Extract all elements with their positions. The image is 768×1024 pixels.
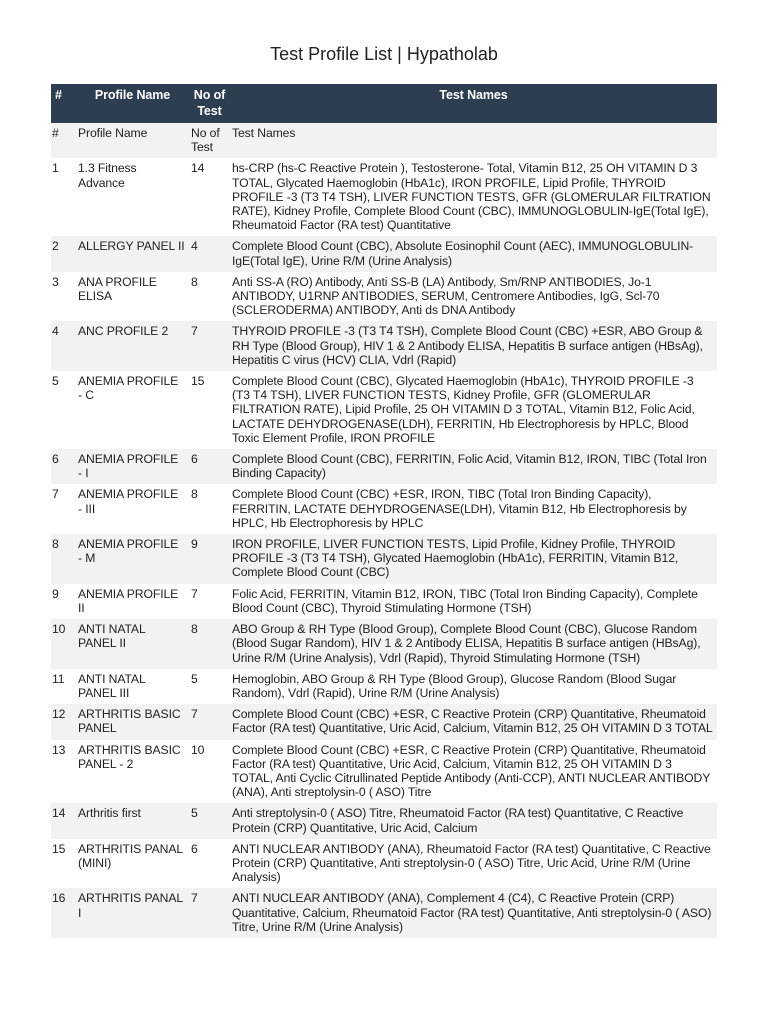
row-profile-name: ANEMIA PROFILE - I	[78, 452, 179, 481]
table-row	[51, 158, 717, 236]
row-profile-name: ANA PROFILE ELISA	[78, 274, 157, 304]
row-test-count: 4	[191, 239, 198, 254]
table-row	[51, 669, 717, 704]
row-num: 10	[52, 622, 66, 637]
row-test-count: 14	[191, 161, 205, 176]
row-profile-name: ARTHRITIS BASIC PANEL - 2	[78, 742, 181, 771]
table-row	[51, 449, 717, 484]
row-profile-name: ARTHRITIS PANAL I	[78, 891, 183, 920]
row-num: 15	[52, 841, 66, 856]
row-profile-name: ANEMIA PROFILE - III	[78, 487, 179, 516]
page-title: Test Profile List | Hypatholab	[270, 44, 498, 64]
row-test-count: 7	[191, 324, 198, 339]
row-test-names: Folic Acid, FERRITIN, Vitamin B12, IRON, TIBC (Total Iron Binding Capacity), Complete Blood Count (CBC), Thyroid Stimulating Hormone (TSH)	[232, 586, 698, 615]
row-num: 6	[52, 452, 59, 467]
row-test-count: 7	[191, 891, 198, 906]
row-test-count: 5	[191, 671, 198, 686]
row-test-names: Complete Blood Count (CBC) +ESR, C Reactive Protein (CRP) Quantitative, Rheumatoid Factor (RA test) Quantitative, Uric Acid, Calcium, Vitamin B12, 25 OH VITAMIN D 3 TOTAL, Anti Cyclic Citrullinated Peptide Antibody (Anti-CCP), ANTI NUCLEAR ANTIBODY (ANA), Anti streptolysin-0 ( ASO) Titre	[232, 742, 711, 800]
row-num: 1	[52, 161, 59, 176]
table-row	[51, 839, 717, 889]
row-num: 2	[52, 239, 59, 254]
table-row	[51, 888, 717, 938]
row-test-count: 9	[191, 537, 198, 552]
table-row	[51, 619, 717, 669]
table-row	[51, 371, 717, 449]
subheader-profile-name: Profile Name	[78, 126, 148, 140]
row-num: 14	[52, 806, 66, 821]
row-test-count: 8	[191, 274, 198, 289]
row-test-count: 10	[191, 742, 205, 757]
row-test-names: Complete Blood Count (CBC), Glycated Haemoglobin (HbA1c), THYROID PROFILE -3 (T3 T4 TSH), LIVER FUNCTION TESTS, Kidney Profile, GFR (GLOMERULAR FILTRATION RATE), Lipid Profile, 25 OH VITAMIN D 3 TOTAL, Vitamin B12, Folic Acid, LACTATE DEHYDROGENASE(LDH), FERRITIN, Hb Electrophoresis by HPLC, Blood Toxic Element Profile, IRON PROFILE	[232, 374, 695, 445]
row-test-names: Complete Blood Count (CBC) +ESR, C Reactive Protein (CRP) Quantitative, Rheumatoid Factor (RA test) Quantitative, Uric Acid, Calcium, Vitamin B12, 25 OH VITAMIN D 3 TOTAL	[232, 707, 713, 736]
row-test-count: 15	[191, 374, 205, 389]
table-row	[51, 272, 717, 322]
row-test-count: 5	[191, 806, 198, 821]
header-no-of-test: No of Test	[189, 84, 230, 123]
row-test-names: ANTI NUCLEAR ANTIBODY (ANA), Complement 4 (C4), C Reactive Protein (CRP) Quantitative, Calcium, Rheumatoid Factor (RA test) Quantitative, Anti streptolysin-0 ( ASO) Titre, Urine R/M (Urine Analysis)	[232, 891, 712, 934]
row-test-names: ANTI NUCLEAR ANTIBODY (ANA), Rheumatoid Factor (RA test) Quantitative, C Reactive Protein (CRP) Quantitative, Anti streptolysin-0 ( ASO) Titre, Uric Acid, Urine R/M (Urine Analysis)	[232, 841, 711, 885]
row-num: 3	[52, 274, 59, 289]
table-subheader-row	[51, 123, 717, 158]
row-num: 12	[52, 707, 66, 722]
row-num: 5	[52, 374, 59, 389]
table-row	[51, 236, 717, 271]
row-test-names: Complete Blood Count (CBC), FERRITIN, Folic Acid, Vitamin B12, IRON, TIBC (Total Iron Binding Capacity)	[232, 452, 707, 481]
table-header-row	[51, 84, 717, 123]
row-profile-name: 1.3 Fitness Advance	[78, 161, 137, 190]
row-test-count: 6	[191, 841, 198, 856]
row-test-names: IRON PROFILE, LIVER FUNCTION TESTS, Lipid Profile, Kidney Profile, THYROID PROFILE -3 (T3 T4 TSH), Glycated Haemoglobin (HbA1c), FERRITIN, Vitamin B12, Complete Blood Count (CBC)	[232, 537, 679, 580]
row-profile-name: ARTHRITIS BASIC PANEL	[78, 707, 181, 736]
row-profile-name: Arthritis first	[78, 806, 141, 821]
header-num: #	[51, 84, 76, 123]
row-test-names: Hemoglobin, ABO Group & RH Type (Blood Group), Glucose Random (Blood Sugar Random), Vdrl (Rapid), Urine R/M (Urine Analysis)	[232, 671, 677, 700]
header-test-names: Test Names	[230, 84, 717, 123]
row-profile-name: ARTHRITIS PANAL (MINI)	[78, 841, 183, 870]
row-test-count: 7	[191, 586, 198, 601]
row-num: 16	[52, 891, 66, 906]
table-row	[51, 321, 717, 371]
row-profile-name: ANEMIA PROFILE - C	[78, 374, 179, 403]
row-num: 13	[52, 742, 66, 757]
subheader-num: #	[52, 126, 59, 140]
row-test-names: THYROID PROFILE -3 (T3 T4 TSH), Complete Blood Count (CBC) +ESR, ABO Group & RH Type (Blood Group), HIV 1 & 2 Antibody ELISA, Hepatitis B surface antigen (HBsAg), Hepatitis C virus (HCV) CLIA, Vdrl (Rapid)	[232, 324, 703, 367]
row-test-names: Complete Blood Count (CBC) +ESR, IRON, TIBC (Total Iron Binding Capacity), FERRITIN, LACTATE DEHYDROGENASE(LDH), Vitamin B12, Hb Electrophoresis by HPLC, Hb Electrophoresis by HPLC	[232, 487, 687, 530]
table-row	[51, 803, 717, 838]
row-test-names: Anti SS-A (RO) Antibody, Anti SS-B (LA) Antibody, Sm/RNP ANTIBODIES, Jo-1 ANTIBODY, U1RNP ANTIBODIES, SERUM, Centromere Antibodies, IgG, Scl-70 (SCLERODERMA) ANTIBODY, Anti ds DNA Antibody	[232, 274, 660, 318]
row-test-names: hs-CRP (hs-C Reactive Protein ), Testosterone- Total, Vitamin B12, 25 OH VITAMIN D 3 TOTAL, Glycated Haemoglobin (HbA1c), IRON PROFILE, Lipid Profile, THYROID PROFILE -3 (T3 T4 TSH), LIVER FUNCTION TESTS, GFR (GLOMERULAR FILTRATION RATE), Kidney Profile, Complete Blood Count (CBC), IMMUNOGLOBULIN-IgE(Total IgE), Rheumatoid Factor (RA test) Quantitative	[232, 161, 711, 233]
row-profile-name: ANTI NATAL PANEL III	[78, 671, 146, 700]
row-test-names: Complete Blood Count (CBC), Absolute Eosinophil Count (AEC), IMMUNOGLOBULIN-IgE(Total IgE), Urine R/M (Urine Analysis)	[232, 239, 694, 268]
row-profile-name: ANEMIA PROFILE II	[78, 586, 179, 615]
header-profile-name: Profile Name	[76, 84, 189, 123]
table-row	[51, 484, 717, 534]
row-test-names: Anti streptolysin-0 ( ASO) Titre, Rheumatoid Factor (RA test) Quantitative, C Reactive Protein (CRP) Quantitative, Uric Acid, Calcium	[232, 806, 684, 835]
row-test-count: 6	[191, 452, 198, 467]
profile-table	[51, 84, 717, 938]
row-test-names: ABO Group & RH Type (Blood Group), Complete Blood Count (CBC), Glucose Random (Blood Sugar Random), HIV 1 & 2 Antibody ELISA, Hepatitis B surface antigen (HBsAg), Urine R/M (Urine Analysis), Vdrl (Rapid), Thyroid Stimulating Hormone (TSH)	[232, 622, 701, 665]
subheader-test-names: Test Names	[232, 126, 296, 140]
row-num: 11	[52, 671, 65, 686]
row-test-count: 7	[191, 707, 198, 722]
row-profile-name: ALLERGY PANEL II	[78, 239, 185, 254]
row-num: 7	[52, 487, 59, 502]
row-profile-name: ANTI NATAL PANEL II	[78, 622, 146, 651]
row-num: 9	[52, 586, 59, 601]
table-row	[51, 584, 717, 619]
subheader-no-of-test: No of Test	[191, 126, 220, 155]
row-test-count: 8	[191, 622, 198, 637]
row-num: 4	[52, 324, 59, 339]
table-row	[51, 740, 717, 804]
table-row	[51, 704, 717, 739]
row-num: 8	[52, 537, 59, 552]
row-profile-name: ANC PROFILE 2	[78, 324, 169, 339]
table-row	[51, 534, 717, 584]
row-test-count: 8	[191, 487, 198, 502]
row-profile-name: ANEMIA PROFILE - M	[78, 537, 179, 566]
